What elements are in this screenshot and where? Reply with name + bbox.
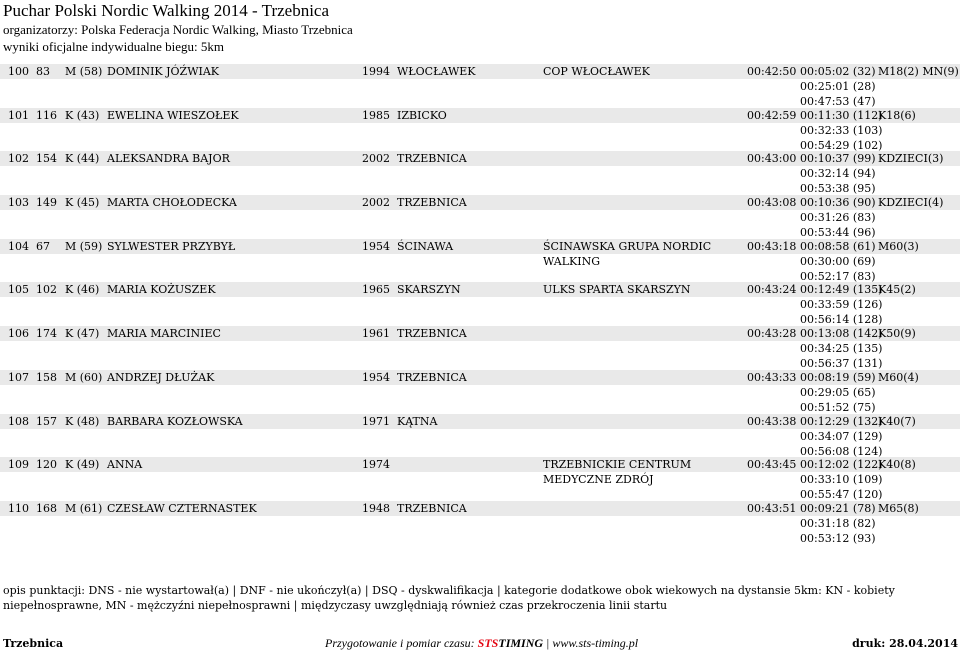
organizers-line: organizatorzy: Polska Federacja Nordic Walking, Miasto Trzebnica	[3, 22, 353, 37]
row-birth-year: 1971	[362, 414, 390, 428]
row-birth-year: 1985	[362, 108, 390, 122]
row-category-place: K45(2)	[878, 283, 916, 297]
row-category-place: KDZIECI(4)	[878, 196, 944, 210]
row-gender-place: M (60)	[65, 370, 103, 384]
row-competitor-name: MARIA KOŻUSZEK	[107, 283, 216, 297]
row-city: IZBICKO	[397, 108, 447, 122]
row-finish-time: 00:43:45	[747, 458, 797, 472]
row-split3: 00:53:44 (96)	[800, 226, 876, 240]
table-row	[0, 282, 960, 326]
row-split-times	[800, 64, 875, 109]
table-row	[0, 501, 960, 545]
row-split2: 00:31:18 (82)	[800, 516, 876, 530]
row-position: 109	[8, 458, 29, 472]
row-split3: 00:47:53 (47)	[800, 95, 876, 108]
row-gender-place: M (59)	[65, 239, 103, 253]
row-category-place: M18(2) MN(9)	[878, 65, 959, 78]
credit-website[interactable]: | www.sts-timing.pl	[543, 636, 639, 650]
row-split3: 00:56:14 (128)	[800, 313, 883, 327]
row-gender-place: K (46)	[65, 283, 100, 297]
row-birth-year: 1954	[362, 239, 390, 253]
row-split3: 00:56:08 (124)	[800, 444, 883, 458]
row-city: TRZEBNICA	[397, 370, 467, 384]
row-competitor-name: BARBARA KOZŁOWSKA	[107, 414, 243, 428]
row-city: ŚCINAWA	[397, 239, 454, 253]
row-competitor-name: SYLWESTER PRZYBYŁ	[107, 239, 236, 253]
row-competitor-name: ANDRZEJ DŁUŻAK	[107, 370, 215, 384]
row-split-times	[800, 370, 875, 415]
row-position: 110	[8, 501, 29, 515]
row-split2: 00:33:59 (126)	[800, 298, 883, 312]
row-finish-time: 00:43:18	[747, 239, 797, 253]
row-split1: 00:08:58 (61)	[800, 239, 876, 253]
row-split1: 00:08:19 (59)	[800, 370, 876, 384]
table-row	[0, 457, 960, 501]
row-split1: 00:09:21 (78)	[800, 501, 876, 515]
row-city: WŁOCŁAWEK	[397, 65, 476, 78]
row-gender-place: K (45)	[65, 196, 100, 210]
table-row	[0, 151, 960, 195]
row-category-place: M60(3)	[878, 239, 919, 253]
brand-sts: STS	[477, 636, 499, 650]
row-split2: 00:25:01 (28)	[800, 80, 876, 93]
row-bib-number: 102	[36, 283, 57, 297]
row-bib-number: 83	[36, 65, 50, 78]
row-finish-time: 00:43:38	[747, 414, 797, 428]
row-split3: 00:53:12 (93)	[800, 531, 876, 545]
row-position: 105	[8, 283, 29, 297]
results-subtitle: wyniki oficjalne indywidualne biegu: 5km	[3, 39, 224, 54]
table-row	[0, 64, 960, 108]
row-gender-place: K (47)	[65, 327, 100, 341]
row-gender-place: K (49)	[65, 458, 100, 472]
row-split2: 00:31:26 (83)	[800, 211, 876, 225]
row-split1: 00:12:02 (122)	[800, 458, 883, 472]
row-birth-year: 1948	[362, 501, 390, 515]
row-finish-time: 00:42:50	[747, 65, 797, 78]
row-position: 101	[8, 108, 29, 122]
row-position: 100	[8, 65, 29, 78]
row-competitor-name: CZESŁAW CZTERNASTEK	[107, 501, 257, 515]
row-city: TRZEBNICA	[397, 501, 467, 515]
page-header	[3, 0, 353, 55]
row-split-times	[800, 326, 882, 371]
row-finish-time: 00:43:51	[747, 501, 797, 515]
row-split-times	[800, 457, 882, 502]
row-finish-time: 00:43:33	[747, 370, 797, 384]
row-city: TRZEBNICA	[397, 196, 467, 210]
row-position: 104	[8, 239, 29, 253]
page-title: Puchar Polski Nordic Walking 2014 - Trzebnica	[3, 1, 330, 20]
row-birth-year: 1965	[362, 283, 390, 297]
row-gender-place: K (48)	[65, 414, 100, 428]
row-team: ŚCINAWSKA GRUPA NORDIC WALKING	[543, 239, 712, 268]
row-bib-number: 67	[36, 239, 50, 253]
table-row	[0, 108, 960, 152]
row-split-times	[800, 108, 882, 153]
row-city: SKARSZYN	[397, 283, 461, 297]
row-city: TRZEBNICA	[397, 152, 467, 166]
row-split-times	[800, 501, 875, 546]
row-bib-number: 168	[36, 501, 57, 515]
footer-place: Trzebnica	[3, 637, 64, 650]
row-birth-year: 2002	[362, 196, 390, 210]
row-team: COP WŁOCŁAWEK	[543, 65, 650, 78]
row-city: KĄTNA	[397, 414, 438, 428]
row-gender-place: K (43)	[65, 108, 100, 122]
row-bib-number: 158	[36, 370, 57, 384]
row-split3: 00:56:37 (131)	[800, 357, 883, 371]
row-split2: 00:33:10 (109)	[800, 473, 883, 487]
row-split2: 00:34:25 (135)	[800, 342, 883, 356]
footer-credit	[325, 637, 638, 650]
row-position: 107	[8, 370, 29, 384]
row-bib-number: 157	[36, 414, 57, 428]
row-category-place: K40(7)	[878, 414, 916, 428]
table-row	[0, 326, 960, 370]
row-bib-number: 149	[36, 196, 57, 210]
row-team: ULKS SPARTA SKARSZYN	[543, 283, 691, 297]
brand-timing: TIMING	[498, 636, 544, 650]
row-category-place: M60(4)	[878, 370, 919, 384]
row-finish-time: 00:43:24	[747, 283, 797, 297]
table-row	[0, 239, 960, 283]
credit-prefix: Przygotowanie i pomiar czasu:	[325, 636, 478, 650]
row-split2: 00:34:07 (129)	[800, 429, 883, 443]
results-table	[0, 64, 960, 545]
row-position: 102	[8, 152, 29, 166]
row-finish-time: 00:43:28	[747, 327, 797, 341]
row-city: TRZEBNICA	[397, 327, 467, 341]
row-gender-place: M (58)	[65, 65, 103, 78]
row-split2: 00:29:05 (65)	[800, 385, 876, 399]
row-position: 103	[8, 196, 29, 210]
row-split-times	[800, 239, 875, 284]
row-birth-year: 2002	[362, 152, 390, 166]
table-row	[0, 195, 960, 239]
row-split-times	[800, 195, 875, 240]
row-bib-number: 120	[36, 458, 57, 472]
row-split1: 00:11:30 (112)	[800, 108, 883, 122]
row-position: 108	[8, 414, 29, 428]
row-position: 106	[8, 327, 29, 341]
row-split3: 00:51:52 (75)	[800, 400, 876, 414]
footer-legend-block	[3, 583, 958, 613]
row-competitor-name: ALEKSANDRA BAJOR	[107, 152, 230, 166]
row-category-place: K18(6)	[878, 108, 916, 122]
row-split3: 00:52:17 (83)	[800, 269, 876, 283]
row-finish-time: 00:42:59	[747, 108, 797, 122]
row-gender-place: M (61)	[65, 501, 103, 515]
row-split3: 00:55:47 (120)	[800, 488, 883, 502]
row-birth-year: 1974	[362, 458, 390, 472]
row-competitor-name: ANNA	[107, 458, 143, 472]
row-competitor-name: MARTA CHOŁODECKA	[107, 196, 237, 210]
row-split-times	[800, 151, 875, 196]
row-competitor-name: MARIA MARCINIEC	[107, 327, 221, 341]
row-category-place: K40(8)	[878, 458, 916, 472]
row-split1: 00:12:29 (132)	[800, 414, 883, 428]
row-competitor-name: DOMINIK JÓŹWIAK	[107, 65, 220, 78]
row-split1: 00:13:08 (142)	[800, 327, 883, 341]
row-bib-number: 116	[36, 108, 57, 122]
row-split-times	[800, 282, 882, 327]
row-category-place: M65(8)	[878, 501, 919, 515]
row-split2: 00:32:33 (103)	[800, 123, 883, 137]
row-bib-number: 154	[36, 152, 57, 166]
row-finish-time: 00:43:00	[747, 152, 797, 166]
row-split1: 00:10:37 (99)	[800, 152, 876, 166]
table-row	[0, 370, 960, 414]
row-gender-place: K (44)	[65, 152, 100, 166]
row-category-place: K50(9)	[878, 327, 916, 341]
row-category-place: KDZIECI(3)	[878, 152, 944, 166]
footer-bar	[3, 637, 958, 650]
row-finish-time: 00:43:08	[747, 196, 797, 210]
print-date: druk: 28.04.2014	[852, 637, 958, 650]
row-split2: 00:30:00 (69)	[800, 254, 876, 268]
row-birth-year: 1994	[362, 65, 390, 78]
row-split-times	[800, 414, 882, 459]
row-split2: 00:32:14 (94)	[800, 167, 876, 181]
row-team: TRZEBNICKIE CENTRUM MEDYCZNE ZDRÓJ	[543, 458, 692, 487]
scoring-legend: opis punktacji: DNS - nie wystartował(a) | DNF - nie ukończył(a) | DSQ - dyskwalifikacja | kategorie dodatkowe obok wiekowych na dystansie 5km: KN - kobiety niepełnosprawne, MN - mężczyźni niepełnosprawni | międzyczasy uwzględniają również czas przekroczenia linii startu	[3, 584, 895, 612]
row-split1: 00:12:49 (135)	[800, 283, 883, 297]
row-split1: 00:10:36 (90)	[800, 196, 876, 210]
row-split1: 00:05:02 (32)	[800, 65, 876, 78]
row-competitor-name: EWELINA WIESZOŁEK	[107, 108, 239, 122]
row-birth-year: 1954	[362, 370, 390, 384]
row-split3: 00:54:29 (102)	[800, 138, 883, 152]
table-row	[0, 414, 960, 458]
row-bib-number: 174	[36, 327, 57, 341]
row-birth-year: 1961	[362, 327, 390, 341]
row-split3: 00:53:38 (95)	[800, 182, 876, 196]
